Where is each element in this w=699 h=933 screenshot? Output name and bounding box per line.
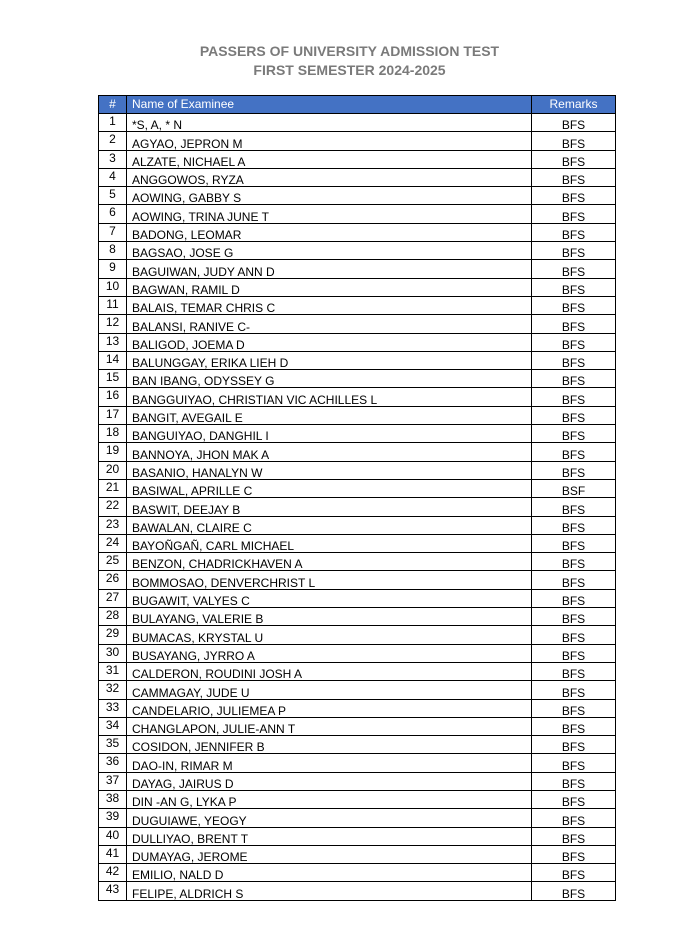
examinee-name: BADONG, LEOMAR	[127, 223, 532, 241]
examinee-name: BOMMOSAO, DENVERCHRIST L	[127, 571, 532, 589]
examinee-name: BALIGOD, JOEMA D	[127, 333, 532, 351]
table-body	[99, 114, 616, 901]
remarks-cell: BFS	[532, 626, 616, 644]
remarks-cell: BFS	[532, 260, 616, 278]
examinee-name: BALAIS, TEMAR CHRIS C	[127, 296, 532, 314]
table-row	[99, 479, 616, 497]
remarks-cell: BFS	[532, 296, 616, 314]
row-number: 3	[99, 150, 127, 168]
examinee-name: BASANIO, HANALYN W	[127, 461, 532, 479]
table-row	[99, 168, 616, 186]
examinee-name: BANGUIYAO, DANGHIL I	[127, 425, 532, 443]
row-number: 14	[99, 351, 127, 369]
table-row	[99, 406, 616, 424]
examinee-name: AGYAO, JEPRON M	[127, 132, 532, 150]
row-number: 12	[99, 315, 127, 333]
remarks-cell: BFS	[532, 809, 616, 827]
table-row	[99, 626, 616, 644]
remarks-cell: BFS	[532, 351, 616, 369]
examinee-name: BALANSI, RANIVE C-	[127, 315, 532, 333]
examinee-name: BASWIT, DEEJAY B	[127, 498, 532, 516]
remarks-cell: BFS	[532, 187, 616, 205]
table-row	[99, 242, 616, 260]
examinee-name: BAWALAN, CLAIRE C	[127, 516, 532, 534]
examinee-name: ANGGOWOS, RYZA	[127, 168, 532, 186]
examinee-name: BASIWAL, APRILLE C	[127, 479, 532, 497]
examinee-name: CALDERON, ROUDINI JOSH A	[127, 662, 532, 680]
remarks-cell: BFS	[532, 717, 616, 735]
row-number: 27	[99, 589, 127, 607]
remarks-cell: BFS	[532, 443, 616, 461]
document-title	[0, 42, 699, 80]
examinee-name: BALUNGGAY, ERIKA LIEH D	[127, 351, 532, 369]
remarks-cell: BFS	[532, 425, 616, 443]
column-header-number: #	[99, 96, 127, 114]
examinee-name: BAGUIWAN, JUDY ANN D	[127, 260, 532, 278]
table-row	[99, 461, 616, 479]
row-number: 40	[99, 827, 127, 845]
row-number: 42	[99, 864, 127, 882]
table-row	[99, 882, 616, 900]
table-row	[99, 278, 616, 296]
examinee-name: DIN -AN G, LYKA P	[127, 790, 532, 808]
remarks-cell: BFS	[532, 681, 616, 699]
examinee-name: DAYAG, JAIRUS D	[127, 772, 532, 790]
row-number: 4	[99, 168, 127, 186]
remarks-cell: BFS	[532, 388, 616, 406]
examinee-name: BENZON, CHADRICKHAVEN A	[127, 553, 532, 571]
examinee-name: DUMAYAG, JEROME	[127, 845, 532, 863]
examinee-name: DULLIYAO, BRENT T	[127, 827, 532, 845]
remarks-cell: BFS	[532, 772, 616, 790]
row-number: 34	[99, 717, 127, 735]
table-row	[99, 864, 616, 882]
table-row	[99, 260, 616, 278]
table-row	[99, 589, 616, 607]
column-header-remarks: Remarks	[532, 96, 616, 114]
row-number: 7	[99, 223, 127, 241]
table-row	[99, 370, 616, 388]
remarks-cell: BFS	[532, 845, 616, 863]
passers-table	[98, 95, 616, 901]
remarks-cell: BFS	[532, 516, 616, 534]
row-number: 9	[99, 260, 127, 278]
remarks-cell: BFS	[532, 333, 616, 351]
examinee-name: DUGUIAWE, YEOGY	[127, 809, 532, 827]
table-row	[99, 223, 616, 241]
remarks-cell: BFS	[532, 168, 616, 186]
row-number: 25	[99, 553, 127, 571]
examinee-name: DAO-IN, RIMAR M	[127, 754, 532, 772]
table-row	[99, 736, 616, 754]
remarks-cell: BFS	[532, 461, 616, 479]
remarks-cell: BFS	[532, 242, 616, 260]
remarks-cell: BFS	[532, 882, 616, 900]
table-row	[99, 534, 616, 552]
examinee-name: BULAYANG, VALERIE B	[127, 608, 532, 626]
table-row	[99, 114, 616, 132]
row-number: 24	[99, 534, 127, 552]
table-row	[99, 553, 616, 571]
row-number: 20	[99, 461, 127, 479]
remarks-cell: BFS	[532, 662, 616, 680]
table-header-row	[99, 96, 616, 114]
examinee-name: BAGSAO, JOSE G	[127, 242, 532, 260]
remarks-cell: BFS	[532, 553, 616, 571]
remarks-cell: BFS	[532, 205, 616, 223]
examinee-name: BAGWAN, RAMIL D	[127, 278, 532, 296]
table-row	[99, 681, 616, 699]
examinee-name: AOWING, GABBY S	[127, 187, 532, 205]
table-row	[99, 425, 616, 443]
row-number: 15	[99, 370, 127, 388]
examinee-name: EMILIO, NALD D	[127, 864, 532, 882]
title-line-1: PASSERS OF UNIVERSITY ADMISSION TEST	[199, 43, 500, 59]
remarks-cell: BFS	[532, 370, 616, 388]
row-number: 22	[99, 498, 127, 516]
row-number: 26	[99, 571, 127, 589]
table-row	[99, 827, 616, 845]
examinee-name: CANDELARIO, JULIEMEA P	[127, 699, 532, 717]
column-header-name: Name of Examinee	[127, 96, 532, 114]
remarks-cell: BFS	[532, 644, 616, 662]
row-number: 32	[99, 681, 127, 699]
examinee-name: BAYOÑGAÑ, CARL MICHAEL	[127, 534, 532, 552]
table-row	[99, 608, 616, 626]
table-row	[99, 187, 616, 205]
remarks-cell: BFS	[532, 278, 616, 296]
remarks-cell: BSF	[532, 479, 616, 497]
row-number: 16	[99, 388, 127, 406]
row-number: 19	[99, 443, 127, 461]
row-number: 28	[99, 608, 127, 626]
remarks-cell: BFS	[532, 114, 616, 132]
table-row	[99, 205, 616, 223]
table-row	[99, 296, 616, 314]
row-number: 6	[99, 205, 127, 223]
examinee-name: *S, A, * N	[127, 114, 532, 132]
table-row	[99, 443, 616, 461]
examinee-name: COSIDON, JENNIFER B	[127, 736, 532, 754]
examinee-name: BUMACAS, KRYSTAL U	[127, 626, 532, 644]
examinee-name: BAN IBANG, ODYSSEY G	[127, 370, 532, 388]
row-number: 2	[99, 132, 127, 150]
remarks-cell: BFS	[532, 406, 616, 424]
row-number: 39	[99, 809, 127, 827]
table-row	[99, 315, 616, 333]
examinee-name: BANNOYA, JHON MAK A	[127, 443, 532, 461]
table-row	[99, 809, 616, 827]
remarks-cell: BFS	[532, 223, 616, 241]
examinee-name: CHANGLAPON, JULIE-ANN T	[127, 717, 532, 735]
table-row	[99, 845, 616, 863]
examinee-name: AOWING, TRINA JUNE T	[127, 205, 532, 223]
table-row	[99, 754, 616, 772]
remarks-cell: BFS	[532, 699, 616, 717]
remarks-cell: BFS	[532, 315, 616, 333]
table-row	[99, 333, 616, 351]
row-number: 38	[99, 790, 127, 808]
table-row	[99, 662, 616, 680]
table-row	[99, 498, 616, 516]
examinee-name: FELIPE, ALDRICH S	[127, 882, 532, 900]
remarks-cell: BFS	[532, 608, 616, 626]
row-number: 36	[99, 754, 127, 772]
remarks-cell: BFS	[532, 498, 616, 516]
row-number: 17	[99, 406, 127, 424]
row-number: 29	[99, 626, 127, 644]
examinee-name: BANGIT, AVEGAIL E	[127, 406, 532, 424]
remarks-cell: BFS	[532, 790, 616, 808]
row-number: 41	[99, 845, 127, 863]
remarks-cell: BFS	[532, 827, 616, 845]
remarks-cell: BFS	[532, 754, 616, 772]
examinee-name: BUSAYANG, JYRRO A	[127, 644, 532, 662]
row-number: 1	[99, 114, 127, 132]
row-number: 23	[99, 516, 127, 534]
row-number: 31	[99, 662, 127, 680]
row-number: 10	[99, 278, 127, 296]
row-number: 43	[99, 882, 127, 900]
row-number: 21	[99, 479, 127, 497]
row-number: 35	[99, 736, 127, 754]
row-number: 5	[99, 187, 127, 205]
table-row	[99, 772, 616, 790]
remarks-cell: BFS	[532, 132, 616, 150]
table-row	[99, 388, 616, 406]
row-number: 8	[99, 242, 127, 260]
table-row	[99, 150, 616, 168]
row-number: 37	[99, 772, 127, 790]
row-number: 30	[99, 644, 127, 662]
table-row	[99, 699, 616, 717]
examinee-name: ALZATE, NICHAEL A	[127, 150, 532, 168]
table-row	[99, 644, 616, 662]
row-number: 33	[99, 699, 127, 717]
table-row	[99, 516, 616, 534]
remarks-cell: BFS	[532, 589, 616, 607]
table-row	[99, 790, 616, 808]
remarks-cell: BFS	[532, 571, 616, 589]
row-number: 18	[99, 425, 127, 443]
table-row	[99, 717, 616, 735]
table-row	[99, 351, 616, 369]
row-number: 11	[99, 296, 127, 314]
remarks-cell: BFS	[532, 534, 616, 552]
table-row	[99, 571, 616, 589]
examinee-name: CAMMAGAY, JUDE U	[127, 681, 532, 699]
remarks-cell: BFS	[532, 864, 616, 882]
remarks-cell: BFS	[532, 150, 616, 168]
remarks-cell: BFS	[532, 736, 616, 754]
table-row	[99, 132, 616, 150]
row-number: 13	[99, 333, 127, 351]
examinee-name: BUGAWIT, VALYES C	[127, 589, 532, 607]
title-line-2: FIRST SEMESTER 2024-2025	[253, 62, 446, 78]
examinee-name: BANGGUIYAO, CHRISTIAN VIC ACHILLES L	[127, 388, 532, 406]
